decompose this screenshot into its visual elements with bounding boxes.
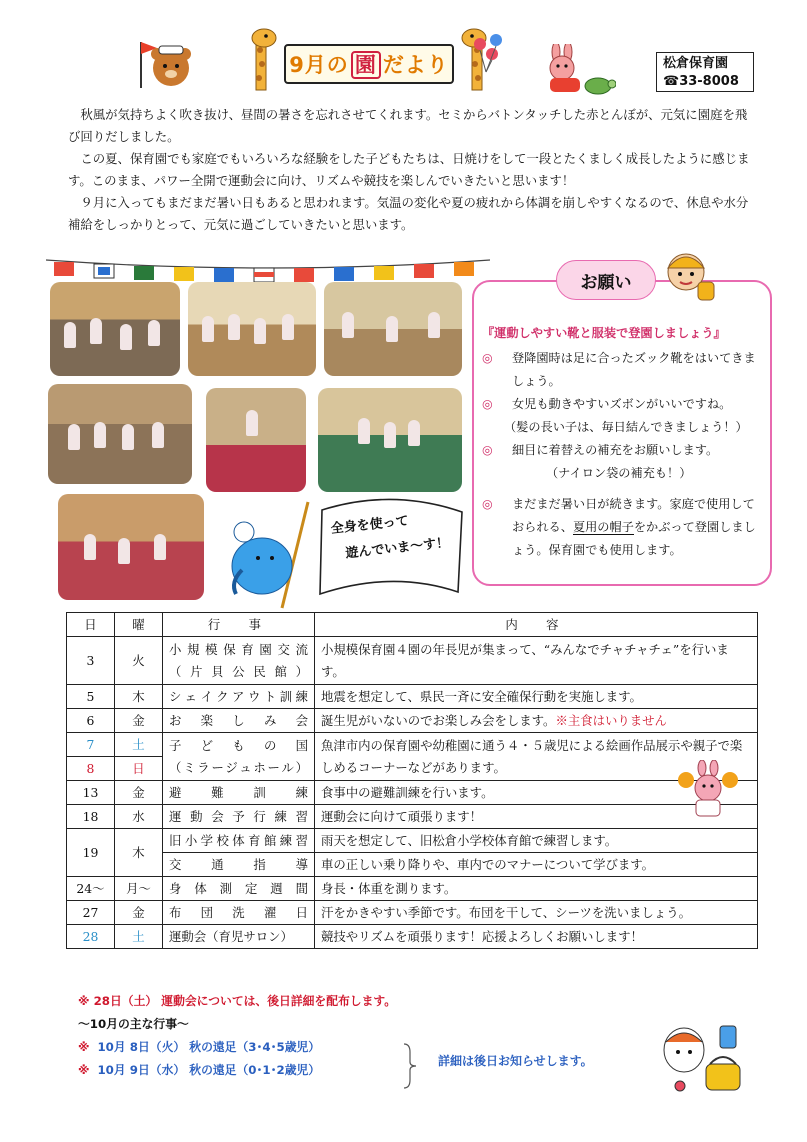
table-row xyxy=(67,829,758,853)
school-info-box xyxy=(656,52,754,92)
schedule-table xyxy=(66,612,758,949)
row-day: 土 xyxy=(115,733,163,757)
balloons-icon xyxy=(470,34,510,74)
row-event: 交通指導 xyxy=(163,853,315,877)
request-title: お願い xyxy=(556,260,656,300)
row-day: 木 xyxy=(115,829,163,877)
row-day: 金 xyxy=(115,709,163,733)
row-day: 金 xyxy=(115,781,163,805)
row-event-line: 子どもの国 xyxy=(169,737,308,753)
intro-paragraph: この夏、保育園でも家庭でもいろいろな経験をした子どもたちは、日焼けをして一段とたくましく成長したように感じます。このまま、パワー全開で運動会に向け、リズムや競技を楽しんでいきたいと思います！ xyxy=(68,151,750,188)
school-name: 松倉保育園 xyxy=(663,56,729,71)
newsletter-title-banner xyxy=(284,44,454,84)
photo-child-jumping xyxy=(206,388,306,492)
request-heading: 『運動しやすい靴と服装で登園しましょう』 xyxy=(482,326,726,340)
row-content: 車の正しい乗り降りや、車内でのマナーについて学びます。 xyxy=(315,853,758,877)
photo-children-stretch xyxy=(324,282,462,376)
bear-mascot-icon xyxy=(135,38,197,90)
row-date: 5 xyxy=(67,685,115,709)
row-content: 雨天を想定して、旧松倉小学校体育館で練習します。 xyxy=(315,829,758,853)
header-day: 曜 xyxy=(115,613,163,637)
request-item xyxy=(482,393,766,416)
row-content: 競技やリズムを頑張ります！応援よろしくお願いします！ xyxy=(315,925,758,949)
table-row xyxy=(67,901,758,925)
table-row xyxy=(67,925,758,949)
row-content-warning: ※主食はいりません xyxy=(555,712,667,728)
table-row xyxy=(67,781,758,805)
double-circle-icon: ◎ xyxy=(482,397,493,411)
row-date: 24～ xyxy=(67,877,115,901)
row-day: 木 xyxy=(115,685,163,709)
child-mascot-icon xyxy=(656,242,720,306)
row-event-line: 小規模保育園交流 xyxy=(169,641,308,657)
newsletter-header xyxy=(0,0,807,100)
row-event: 避難訓練 xyxy=(163,781,315,805)
table-row xyxy=(67,685,758,709)
title-suffix: だより xyxy=(382,53,449,77)
row-date: 13 xyxy=(67,781,115,805)
request-note: （髪の長い子は、毎日結んできましょう！） xyxy=(504,420,748,434)
request-item xyxy=(482,493,766,562)
giraffe-left-icon xyxy=(238,26,286,100)
table-header-row xyxy=(67,613,758,637)
table-row xyxy=(67,733,758,757)
bottom-notes xyxy=(78,990,396,1082)
row-content-text: 誕生児がいないのでお楽しみ会をします。 xyxy=(321,712,556,728)
row-date: 8 xyxy=(67,757,115,781)
row-content: 小規模保育園４園の年長児が集まって、“みんなでチャチャチェ”を行います。 xyxy=(315,637,758,685)
photo-children-exercise xyxy=(50,282,180,376)
intro-text xyxy=(68,104,754,236)
october-events-heading: ～10月の主な行事～ xyxy=(78,1017,189,1031)
request-item-text-post: をかぶって登園しましょう。保育園でも使用します。 xyxy=(512,520,756,557)
asterisk-icon: ※ xyxy=(78,1063,90,1077)
turtle-icon xyxy=(580,70,616,96)
request-item-text: 女児も動きやすいズボンがいいですね。 xyxy=(512,397,732,411)
request-item xyxy=(482,439,766,462)
row-content: 身長・体重を測ります。 xyxy=(315,877,758,901)
double-circle-icon: ◎ xyxy=(482,497,493,511)
header-date: 日 xyxy=(67,613,115,637)
row-event: 運動会（育児サロン） xyxy=(163,925,315,949)
october-event-text: 10月 9日（水） 秋の遠足（0･1･2歳児） xyxy=(97,1063,321,1077)
row-day: 火 xyxy=(115,637,163,685)
intro-paragraph: 秋風が気持ちよく吹き抜け、昼間の暑さを忘れさせてくれます。セミからバトンタッチした赤とんぼが、元気に園庭を飛び回りだしました。 xyxy=(68,107,748,144)
title-prefix: 9月の xyxy=(289,53,349,77)
request-body xyxy=(482,322,766,562)
details-later-note: 詳細は後日お知らせします。 xyxy=(438,1054,593,1068)
row-event: シェイクアウト訓練 xyxy=(163,685,315,709)
intro-paragraph: ９月に入ってもまだまだ暑い日もあると思われます。気温の変化や夏の疲れから体調を崩しやすくなるので、休息や水分補給をしっかりとって、元気に過ごしていきたいと思います。 xyxy=(68,195,749,232)
row-content: 地震を想定して、県民一斉に安全確保行動を実施します。 xyxy=(315,685,758,709)
sand-toys-icon xyxy=(658,1014,748,1098)
newsletter-title xyxy=(289,49,449,79)
row-day: 日 xyxy=(115,757,163,781)
row-day: 土 xyxy=(115,925,163,949)
request-item-text xyxy=(512,493,766,562)
row-content: 魚津市内の保育園や幼稚園に通う４・５歳児による絵画作品展示や親子で楽しめるコーナーなどがあります。 xyxy=(315,733,758,781)
row-content xyxy=(315,709,758,733)
row-day: 水 xyxy=(115,805,163,829)
request-item-text-pre: まだまだ暑い日が続きます。家庭で使用しておられる、 xyxy=(512,497,755,534)
request-item xyxy=(482,347,766,393)
table-row xyxy=(67,853,758,877)
row-event: 旧小学校体育館練習 xyxy=(163,829,315,853)
october-event-item xyxy=(78,1036,396,1059)
row-date: 18 xyxy=(67,805,115,829)
photo-children-mat xyxy=(318,388,462,492)
header-event: 行 事 xyxy=(163,613,315,637)
row-event-line: （ミラージュホール） xyxy=(169,759,308,775)
row-event xyxy=(163,733,315,781)
october-event-text: 10月 8日（火） 秋の遠足（3･4･5歳児） xyxy=(97,1040,321,1054)
asterisk-icon: ※ xyxy=(78,1040,90,1054)
row-event-line: （片貝公民館） xyxy=(169,663,308,679)
row-content: 運動会に向けて頑張ります！ xyxy=(315,805,758,829)
row-content: 汗をかきやすい季節です。布団を干して、シーツを洗いましょう。 xyxy=(315,901,758,925)
photo-children-line xyxy=(48,384,192,484)
request-item-text-underline: 夏用の帽子 xyxy=(572,520,634,534)
photo-caption-line2: 遊んでいま～す！ xyxy=(344,535,450,562)
row-date: 27 xyxy=(67,901,115,925)
title-kanji-en: 園 xyxy=(351,51,381,79)
request-item-text: 細目に着替えの補充をお願いします。 xyxy=(512,443,719,457)
row-date: 6 xyxy=(67,709,115,733)
sports-day-note: ※ 28日（土） 運動会については、後日詳細を配布します。 xyxy=(78,994,397,1008)
row-date: 3 xyxy=(67,637,115,685)
row-event: 運動会予行練習 xyxy=(163,805,315,829)
table-row xyxy=(67,805,758,829)
row-event xyxy=(163,637,315,685)
table-row xyxy=(67,709,758,733)
request-item-text: 登降園時は足に合ったズック靴をはいてきましょう。 xyxy=(512,351,756,388)
curly-brace-icon xyxy=(402,1042,418,1090)
header-content: 内 容 xyxy=(315,613,758,637)
row-day: 月～ xyxy=(115,877,163,901)
row-content: 食事中の避難訓練を行います。 xyxy=(315,781,758,805)
row-date: 28 xyxy=(67,925,115,949)
cheering-rabbit-icon xyxy=(676,760,740,820)
double-circle-icon: ◎ xyxy=(482,351,493,365)
row-event: 布団洗濯日 xyxy=(163,901,315,925)
row-day: 金 xyxy=(115,901,163,925)
request-note: （ナイロン袋の補充も！） xyxy=(546,466,692,480)
photo-children-arms-up xyxy=(188,282,316,376)
row-event: お楽しみ会 xyxy=(163,709,315,733)
row-date: 7 xyxy=(67,733,115,757)
row-event: 身体測定週間 xyxy=(163,877,315,901)
october-event-item xyxy=(78,1059,396,1082)
double-circle-icon: ◎ xyxy=(482,443,493,457)
school-phone: ☎33-8008 xyxy=(663,74,739,89)
photo-children-crawling xyxy=(58,494,204,600)
photo-caption-line1: 全身を使って xyxy=(330,513,410,537)
table-row xyxy=(67,877,758,901)
row-date: 19 xyxy=(67,829,115,877)
table-row xyxy=(67,637,758,685)
